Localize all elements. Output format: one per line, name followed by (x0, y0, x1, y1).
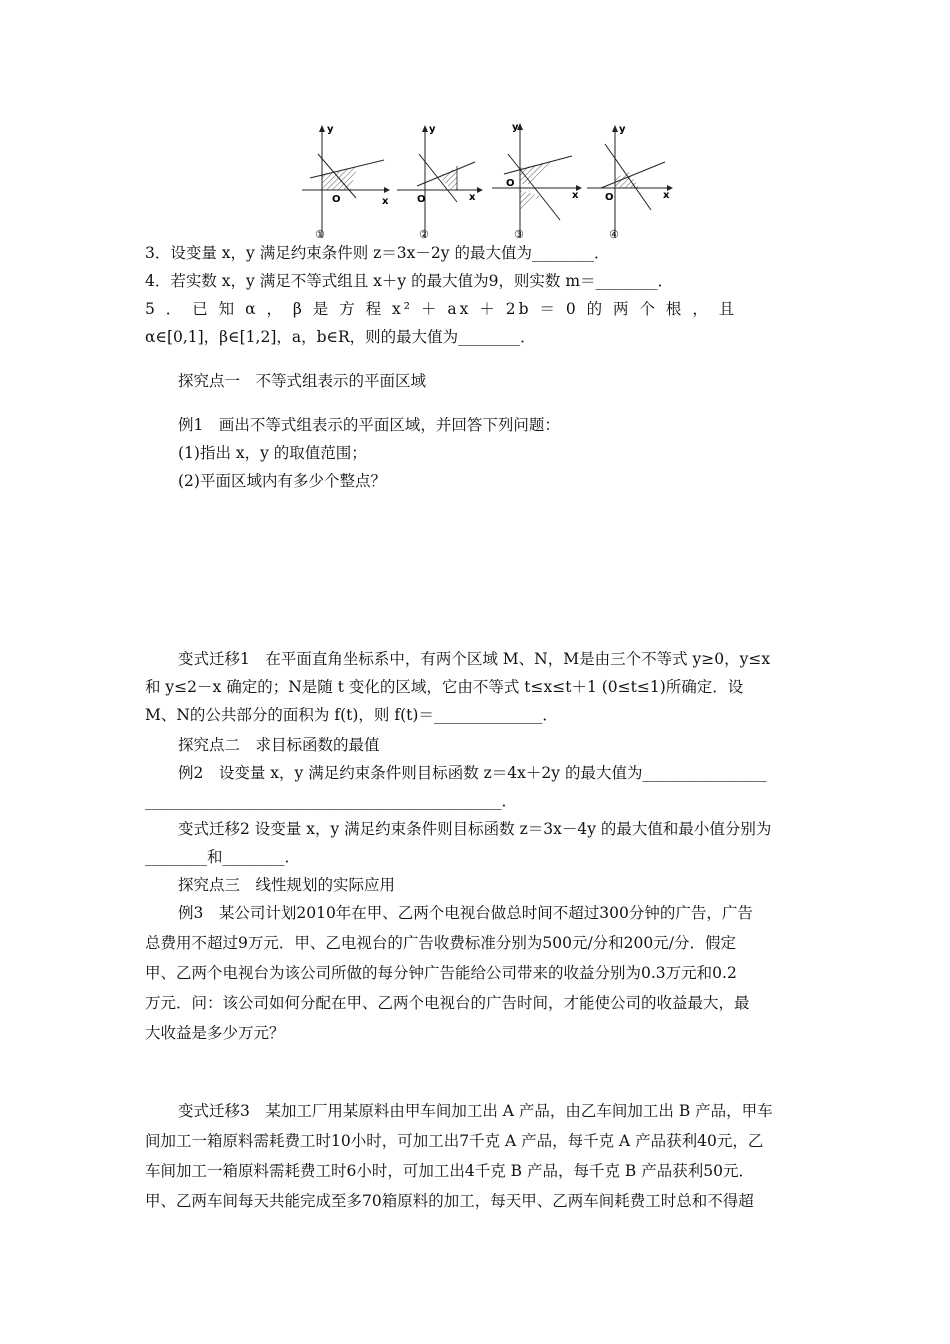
example-3-line-2: 总费用不超过9万元．甲、乙电视台的广告收费标准分别为500元/分和200元/分．假定 (145, 934, 736, 952)
option-number: ① (315, 228, 325, 241)
x-axis-label: x (382, 196, 389, 207)
x-axis-label: x (572, 190, 579, 201)
origin-label: O (605, 192, 614, 203)
y-axis-label: y (429, 124, 436, 135)
option-number: ② (419, 228, 429, 241)
example-3-line-3: 甲、乙两个电视台为该公司所做的每分钟广告能给公司带来的收益分别为0.3万元和0.2 (145, 964, 737, 982)
question-4: 4．若实数 x，y 满足不等式组且 x＋y 的最大值为9，则实数 m＝________． (145, 272, 674, 290)
question-3: 3．设变量 x，y 满足约束条件则 z＝3x－2y 的最大值为________． (145, 244, 610, 262)
question-5-line-1: 5 ． 已 知 α ， β 是 方 程 x² ＋ ax ＋ 2b ＝ 0 的 两 个 根 ， 且 (145, 300, 738, 318)
graph-option-2 (395, 120, 487, 242)
variant-1-line-3: M、N的公共部分的面积为 f(t)，则 f(t)＝______________． (145, 706, 558, 724)
graph-option-1 (300, 120, 392, 242)
graph-options-figure (300, 120, 685, 245)
variant-1-line-2: 和 y≤2－x 确定的；N是随 t 变化的区域，它由不等式 t≤x≤t＋1 (0≤t≤1)所确定．设 (145, 678, 744, 696)
y-axis-label: y (327, 124, 334, 135)
y-axis-label: y (619, 124, 626, 135)
graph-option-4 (585, 120, 677, 242)
section-3-title: 探究点三 线性规划的实际应用 (178, 876, 396, 894)
question-5-line-2: α∈[0,1]，β∈[1,2]，a，b∈R，则的最大值为________． (145, 328, 536, 346)
example-2-line-1: 例2 设变量 x，y 满足约束条件则目标函数 z＝4x＋2y 的最大值为________________ (178, 764, 767, 782)
variant-3-line-3: 车间加工一箱原料需耗费工时6小时，可加工出4千克 B 产品，每千克 B 产品获利50元． (145, 1162, 754, 1180)
variant-2-line-2: ________和________． (145, 848, 301, 866)
x-axis-label: x (663, 190, 670, 201)
example-1-line-1: 例1 画出不等式组表示的平面区域，并回答下列问题： (178, 416, 560, 434)
x-axis-label: x (469, 192, 476, 203)
graph-option-3 (490, 120, 582, 242)
example-3-line-4: 万元．问：该公司如何分配在甲、乙两个电视台的广告时间，才能使公司的收益最大，最 (145, 994, 750, 1012)
variant-3-line-4: 甲、乙两车间每天共能完成至多70箱原料的加工，每天甲、乙两车间耗费工时总和不得超 (145, 1192, 754, 1210)
origin-label: O (506, 178, 515, 189)
example-2-line-2: ______________________________________________． (145, 792, 518, 810)
example-3-line-1: 例3 某公司计划2010年在甲、乙两个电视台做总时间不超过300分钟的广告，广告 (178, 904, 753, 922)
origin-label: O (332, 194, 341, 205)
y-axis-label: y (512, 122, 519, 133)
example-1-line-2: (1)指出 x，y 的取值范围； (178, 444, 367, 462)
variant-3-line-2: 间加工一箱原料需耗费工时10小时，可加工出7千克 A 产品，每千克 A 产品获利40元，乙 (145, 1132, 764, 1150)
example-3-line-5: 大收益是多少万元？ (145, 1024, 285, 1042)
origin-label: O (417, 194, 426, 205)
option-number: ④ (609, 228, 619, 241)
option-number: ③ (514, 228, 524, 241)
variant-3-line-1: 变式迁移3 某加工厂用某原料由甲车间加工出 A 产品，由乙车间加工出 B 产品，甲车 (178, 1102, 773, 1120)
variant-1-line-1: 变式迁移1 在平面直角坐标系中，有两个区域 M、N，M是由三个不等式 y≥0，y≤x (178, 650, 771, 668)
variant-2-line-1: 变式迁移2 设变量 x，y 满足约束条件则目标函数 z＝3x－4y 的最大值和最小值分别为 (178, 820, 772, 838)
section-1-title: 探究点一 不等式组表示的平面区域 (178, 372, 427, 390)
example-1-line-3: (2)平面区域内有多少个整点？ (178, 472, 386, 490)
section-2-title: 探究点二 求目标函数的最值 (178, 736, 380, 754)
